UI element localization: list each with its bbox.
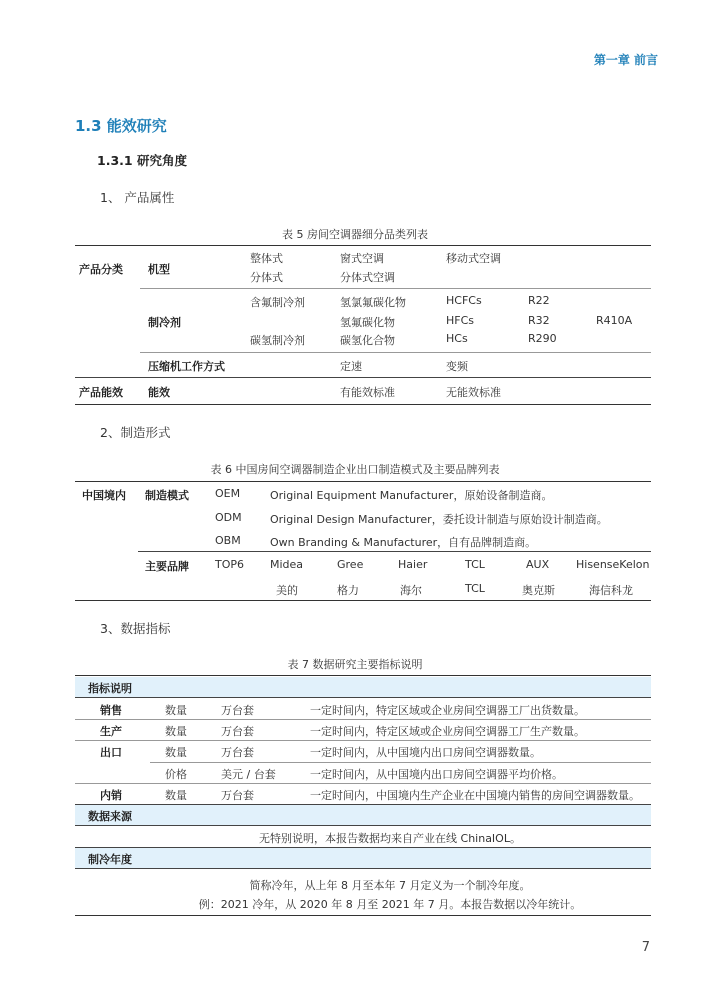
cat-energy-cell: 产品能效 bbox=[79, 386, 123, 399]
brand-en-cell: TCL bbox=[465, 558, 485, 571]
indicator-name-cell: 生产 bbox=[100, 725, 122, 738]
type-split-ac-cell: 分体式空调 bbox=[340, 271, 395, 284]
hc-cell: HCs bbox=[446, 332, 468, 345]
mode-desc-cell: Own Branding & Manufacturer，自有品牌制造商。 bbox=[270, 536, 537, 549]
mode-code-cell: OEM bbox=[215, 487, 241, 500]
section-title: 1.3 能效研究 bbox=[75, 117, 167, 135]
indicator-name-cell: 出口 bbox=[100, 746, 122, 759]
hydrocarbon-cell: 碳氢制冷剂 bbox=[250, 334, 305, 347]
table7-row-rule bbox=[75, 783, 651, 784]
year-section-label: 制冷年度 bbox=[88, 853, 132, 866]
brand-cn-cell: 海尔 bbox=[400, 584, 422, 597]
table7-row-rule bbox=[75, 740, 651, 741]
year-text-line2: 例：2021 冷年，从 2020 年 8 月至 2021 年 7 月。本报告数据以冷年统计。 bbox=[198, 898, 582, 911]
brand-label-cell: 主要品牌 bbox=[145, 560, 189, 573]
hc-cn-cell: 碳氢化合物 bbox=[340, 334, 395, 347]
table7-caption: 表 7 数据研究主要指标说明 bbox=[287, 658, 423, 671]
no-standard-cell: 无能效标准 bbox=[446, 386, 501, 399]
indicator-kind-cell: 数量 bbox=[165, 725, 187, 738]
indicator-unit-cell: 万台套 bbox=[221, 789, 254, 802]
variable-speed-cell: 变频 bbox=[446, 360, 468, 373]
table7-row-rule bbox=[75, 719, 651, 720]
indicator-name-cell: 内销 bbox=[100, 789, 122, 802]
table6-row-rule bbox=[138, 551, 651, 552]
hcfc-cn-cell: 氢氯氟碳化物 bbox=[340, 296, 406, 309]
compressor-label-cell: 压缩机工作方式 bbox=[148, 360, 225, 373]
page-number: 7 bbox=[641, 940, 650, 955]
indicator-unit-cell: 美元 / 台套 bbox=[221, 768, 276, 781]
type-split-cell: 分体式 bbox=[250, 271, 283, 284]
fixed-speed-cell: 定速 bbox=[340, 360, 362, 373]
type-label-cell: 机型 bbox=[148, 263, 170, 276]
table6-caption: 表 6 中国房间空调器制造企业出口制造模式及主要品牌列表 bbox=[210, 463, 500, 476]
year-text-line1: 简称冷年，从上年 8 月至本年 7 月定义为一个制冷年度。 bbox=[249, 879, 531, 892]
r290-cell: R290 bbox=[528, 332, 557, 345]
mode-label-cell: 制造模式 bbox=[145, 489, 189, 502]
refrig-label-cell: 制冷剂 bbox=[148, 316, 181, 329]
part2-heading: 2、制造形式 bbox=[100, 425, 171, 440]
brand-cn-cell: 美的 bbox=[276, 584, 298, 597]
hfc-cell: HFCs bbox=[446, 314, 475, 327]
table7-row-rule bbox=[150, 762, 651, 763]
brand-cn-cell: TCL bbox=[465, 582, 485, 595]
table5-row-rule bbox=[140, 288, 651, 289]
subsection-title: 1.3.1 研究角度 bbox=[97, 153, 187, 168]
type-integral-cell: 整体式 bbox=[250, 252, 283, 265]
r410a-cell: R410A bbox=[596, 314, 633, 327]
table7-row-rule bbox=[75, 825, 651, 826]
hfc-cn-cell: 氢氟碳化物 bbox=[340, 316, 395, 329]
table7-row-rule bbox=[75, 868, 651, 869]
brand-rank-cell: TOP6 bbox=[215, 558, 245, 571]
source-text: 无特别说明，本报告数据均来自产业在线 ChinaIOL。 bbox=[259, 832, 521, 845]
source-section-bar bbox=[75, 805, 651, 825]
r32-cell: R32 bbox=[528, 314, 550, 327]
mode-desc-cell: Original Design Manufacturer，委托设计制造与原始设计制造商。 bbox=[270, 513, 608, 526]
table6-top-rule bbox=[75, 481, 651, 482]
brand-en-cell: AUX bbox=[526, 558, 550, 571]
indicator-unit-cell: 万台套 bbox=[221, 704, 254, 717]
brand-en-cell: Gree bbox=[337, 558, 364, 571]
indicator-unit-cell: 万台套 bbox=[221, 725, 254, 738]
indicator-name-cell: 销售 bbox=[100, 704, 122, 717]
brand-en-cell: Haier bbox=[398, 558, 428, 571]
table7-row-rule bbox=[75, 697, 651, 698]
indicators-section-label: 指标说明 bbox=[88, 682, 132, 695]
mode-desc-cell: Original Equipment Manufacturer，原始设备制造商。 bbox=[270, 489, 553, 502]
mode-code-cell: ODM bbox=[215, 511, 242, 524]
fluoro-cell: 含氟制冷剂 bbox=[250, 296, 305, 309]
indicator-desc-cell: 一定时间内，从中国境内出口房间空调器数量。 bbox=[310, 746, 541, 759]
source-section-label: 数据来源 bbox=[88, 810, 132, 823]
indicator-desc-cell: 一定时间内，特定区域或企业房间空调器工厂出货数量。 bbox=[310, 704, 585, 717]
table5-top-rule bbox=[75, 245, 651, 246]
table6-bottom-rule bbox=[75, 600, 651, 601]
indicator-kind-cell: 数量 bbox=[165, 704, 187, 717]
year-section-bar bbox=[75, 848, 651, 868]
efficiency-label-cell: 能效 bbox=[148, 386, 170, 399]
table5-caption: 表 5 房间空调器细分品类列表 bbox=[282, 228, 428, 241]
has-standard-cell: 有能效标准 bbox=[340, 386, 395, 399]
indicator-desc-cell: 一定时间内，特定区域或企业房间空调器工厂生产数量。 bbox=[310, 725, 585, 738]
brand-cn-cell: 奥克斯 bbox=[522, 584, 555, 597]
indicator-desc-cell: 一定时间内，从中国境内出口房间空调器平均价格。 bbox=[310, 768, 563, 781]
brand-cn-cell: 格力 bbox=[337, 584, 359, 597]
table7-top-rule bbox=[75, 675, 651, 676]
region-cell: 中国境内 bbox=[82, 489, 126, 502]
table5-bottom-rule bbox=[75, 404, 651, 405]
mode-code-cell: OBM bbox=[215, 534, 241, 547]
indicator-kind-cell: 数量 bbox=[165, 746, 187, 759]
type-window-cell: 窗式空调 bbox=[340, 252, 384, 265]
part1-heading: 1、 产品属性 bbox=[100, 190, 175, 205]
type-mobile-cell: 移动式空调 bbox=[446, 252, 501, 265]
brand-en-cell: HisenseKelon bbox=[576, 558, 650, 571]
indicator-kind-cell: 数量 bbox=[165, 789, 187, 802]
table5-row-rule bbox=[75, 377, 651, 378]
cat-product-cell: 产品分类 bbox=[79, 263, 123, 276]
indicator-kind-cell: 价格 bbox=[165, 768, 187, 781]
indicator-desc-cell: 一定时间内，中国境内生产企业在中国境内销售的房间空调器数量。 bbox=[310, 789, 640, 802]
brand-cn-cell: 海信科龙 bbox=[589, 584, 633, 597]
chapter-header: 第一章 前言 bbox=[593, 53, 658, 67]
brand-en-cell: Midea bbox=[270, 558, 304, 571]
indicator-unit-cell: 万台套 bbox=[221, 746, 254, 759]
table5-row-rule bbox=[140, 352, 651, 353]
indicators-section-bar bbox=[75, 677, 651, 697]
hcfc-cell: HCFCs bbox=[446, 294, 482, 307]
part3-heading: 3、数据指标 bbox=[100, 621, 171, 636]
r22-cell: R22 bbox=[528, 294, 550, 307]
table7-bottom-rule bbox=[75, 915, 651, 916]
